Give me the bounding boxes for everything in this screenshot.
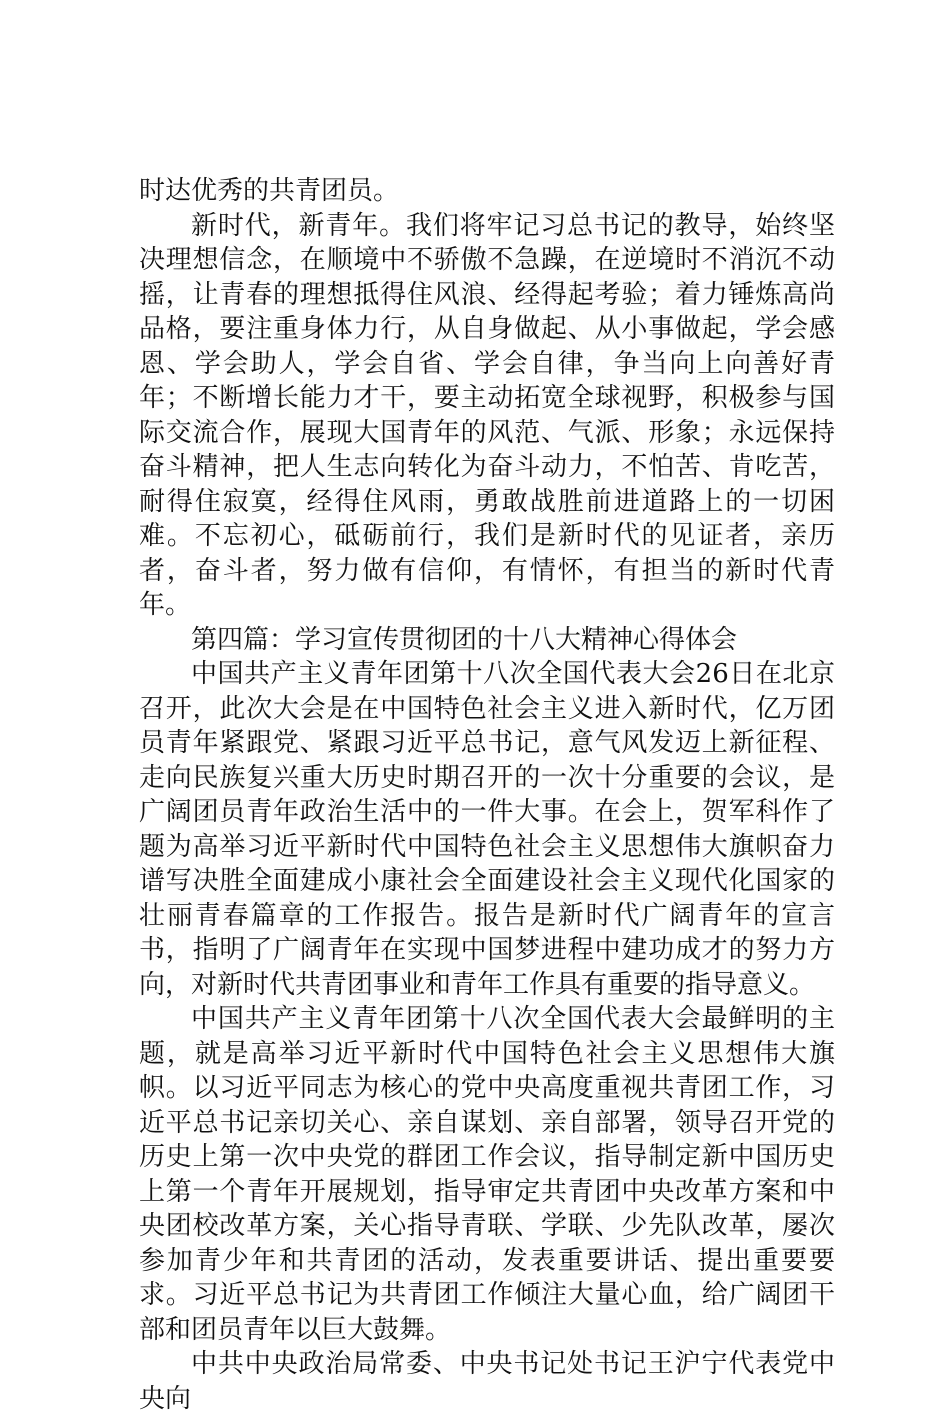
section-heading-part-four: 第四篇：学习宣传贯彻团的十八大精神心得体会 xyxy=(191,624,738,655)
paragraph-congress-opening: 中国共产主义青年团第十八次全国代表大会26日在北京召开，此次大会是在中国特色社会主义进入新时代，亿万团员青年紧跟党、紧跟习近平总书记，意气风发迈上新征程、走向民族复兴重大历史时期召开的一次十分重要的会议，是广阔团员青年政治生活中的一件大事。在会上，贺军科作了题为高举习近平新时代中国特色社会主义思想伟大旗帜奋力谱写决胜全面建成小康社会全面建设社会主义现代化国家的壮丽青春篇章的工作报告。报告是新时代广阔青年的宣言书，指明了广阔青年在实现中国梦进程中建功成才的努力方向，对新时代共青团事业和青年工作具有重要的指导意义。 xyxy=(139,659,835,1000)
paragraph-continuation: 时达优秀的共青团员。 xyxy=(139,176,400,206)
paragraph-new-era-youth: 新时代，新青年。我们将牢记习总书记的教导，始终坚决理想信念，在顺境中不骄傲不急躁，在逆境时不消沉不动摇，让青春的理想抵得住风浪、经得起考验；着力锤炼高尚品格，要注重身体力行，从自身做起、从小事做起，学会感恩、学会助人，学会自省、学会自律，争当向上向善好青年；不断增长能力才干，要主动拓宽全球视野，积极参与国际交流合作，展现大国青年的风范、气派、形象；永远保持奋斗精神，把人生志向转化为奋斗动力，不怕苦、肯吃苦，耐得住寂寞，经得住风雨，勇敢战胜前进道路上的一切困难。不忘初心，砥砺前行，我们是新时代的见证者，亲历者，奋斗者，努力做有信仰，有情怀，有担当的新时代青年。 xyxy=(139,210,835,620)
paragraph-congress-theme: 中国共产主义青年团第十八次全国代表大会最鲜明的主题，就是高举习近平新时代中国特色社会主义思想伟大旗帜。以习近平同志为核心的党中央高度重视共青团工作，习近平总书记亲切关心、亲自谋划、亲自部署，领导召开党的历史上第一次中央党的群团工作会议，指导制定新中国历史上第一个青年开展规划，指导审定共青团中央改革方案和中央团校改革方案，关心指导青联、学联、少先队改革，屡次参加青少年和共青团的活动，发表重要讲话、提出重要要求。习近平总书记为共青团工作倾注大量心血，给广阔团干部和团员青年以巨大鼓舞。 xyxy=(139,1004,835,1345)
paragraph-wang-huning: 中共中央政治局常委、中央书记处书记王沪宁代表党中央向 xyxy=(139,1349,835,1414)
document-body xyxy=(139,174,835,1416)
